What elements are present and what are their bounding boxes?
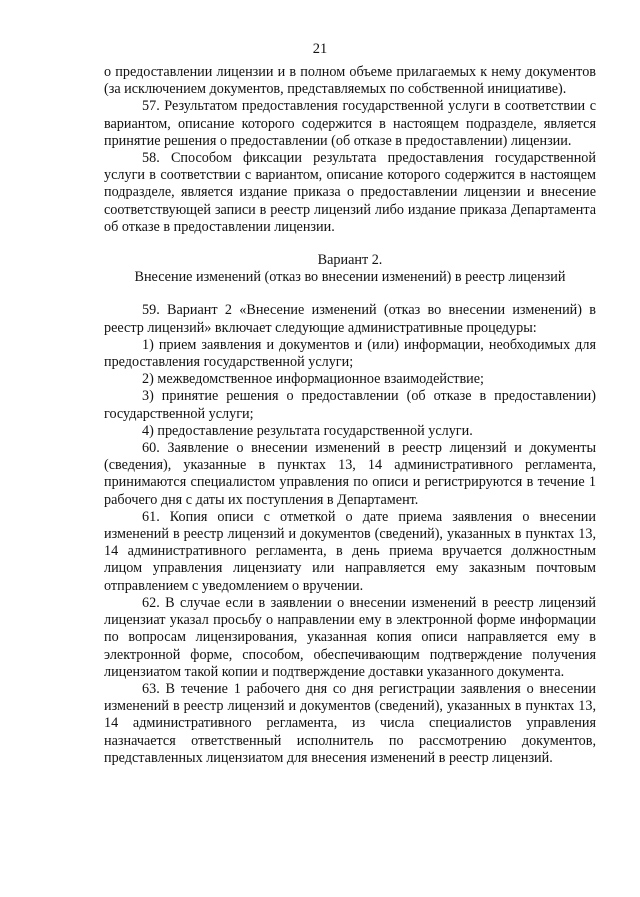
paragraph-61: 61. Копия описи с отметкой о дате приема заявления о внесении изменений в реестр лицензий и документов (сведений), указанных в пунктах 13, 14 административного регламента, в день приема вручается должностным лицом управления лицензиату или направляется ему заказным почтовым отправлением с уведомлением о вручении. [104, 508, 596, 594]
section-heading: Вариант 2. [317, 252, 383, 269]
list-item-1: 1) прием заявления и документов и (или) информации, необходимых для предоставления государственной услуги; [104, 336, 596, 371]
list-item-4: 4) предоставление результата государственной услуги. [142, 422, 473, 439]
paragraph-62: 62. В случае если в заявлении о внесении изменений в реестр лицензий лицензиат указал просьбу о направлении ему в электронной форме информации по вопросам лицензирования, указанная копия описи направляется ему в электронной форме, способом, обеспечивающим подтверждение получения лицензиатом такой копии и подтверждение доставки указанного документа. [104, 594, 596, 680]
page-body [104, 64, 596, 767]
section-subheading: Внесение изменений (отказ во внесении изменений) в реестр лицензий [134, 269, 566, 286]
paragraph-57: 57. Результатом предоставления государственной услуги в соответствии с вариантом, описание которого содержится в настоящем подразделе, является принятие решения о предоставлении (об отказе в предоставлении) лицензии. [104, 98, 596, 149]
paragraph-63: 63. В течение 1 рабочего дня со дня регистрации заявления о внесении изменений в реестр лицензий и документов (сведений), указанных в пунктах 13, 14 административного регламента, из числа специалистов управления назначается ответственный исполнитель по рассмотрению документов, представленных лицензиатом для внесения изменений в реестр лицензий. [104, 680, 596, 766]
paragraph-60: 60. Заявление о внесении изменений в реестр лицензий и документы (сведения), указанные в пунктах 13, 14 административного регламента, принимаются специалистом управления по описи и регистрируются в течение 1 рабочего дня с даты их поступления в Департамент. [104, 440, 596, 508]
paragraph-58: 58. Способом фиксации результата предоставления государственной услуги в соответствии с вариантом, описание которого содержится в настоящем подразделе, является издание приказа о предоставлении лицензии и внесение соответствующей записи в реестр лицензий либо издание приказа Департамента об отказе в предоставлении лицензии. [104, 150, 596, 235]
page-number: 21 [312, 41, 328, 57]
paragraph-59: 59. Вариант 2 «Внесение изменений (отказ во внесении изменений) в реестр лицензий» включает следующие административные процедуры: [104, 302, 596, 336]
list-item-2: 2) межведомственное информационное взаимодействие; [142, 371, 484, 388]
list-item-3: 3) принятие решения о предоставлении (об отказе в предоставлении) государственной услуги; [104, 388, 596, 422]
paragraph-continuation: о предоставлении лицензии и в полном объеме прилагаемых к нему документов (за исключением документов, представляемых по собственной инициативе). [104, 64, 596, 98]
